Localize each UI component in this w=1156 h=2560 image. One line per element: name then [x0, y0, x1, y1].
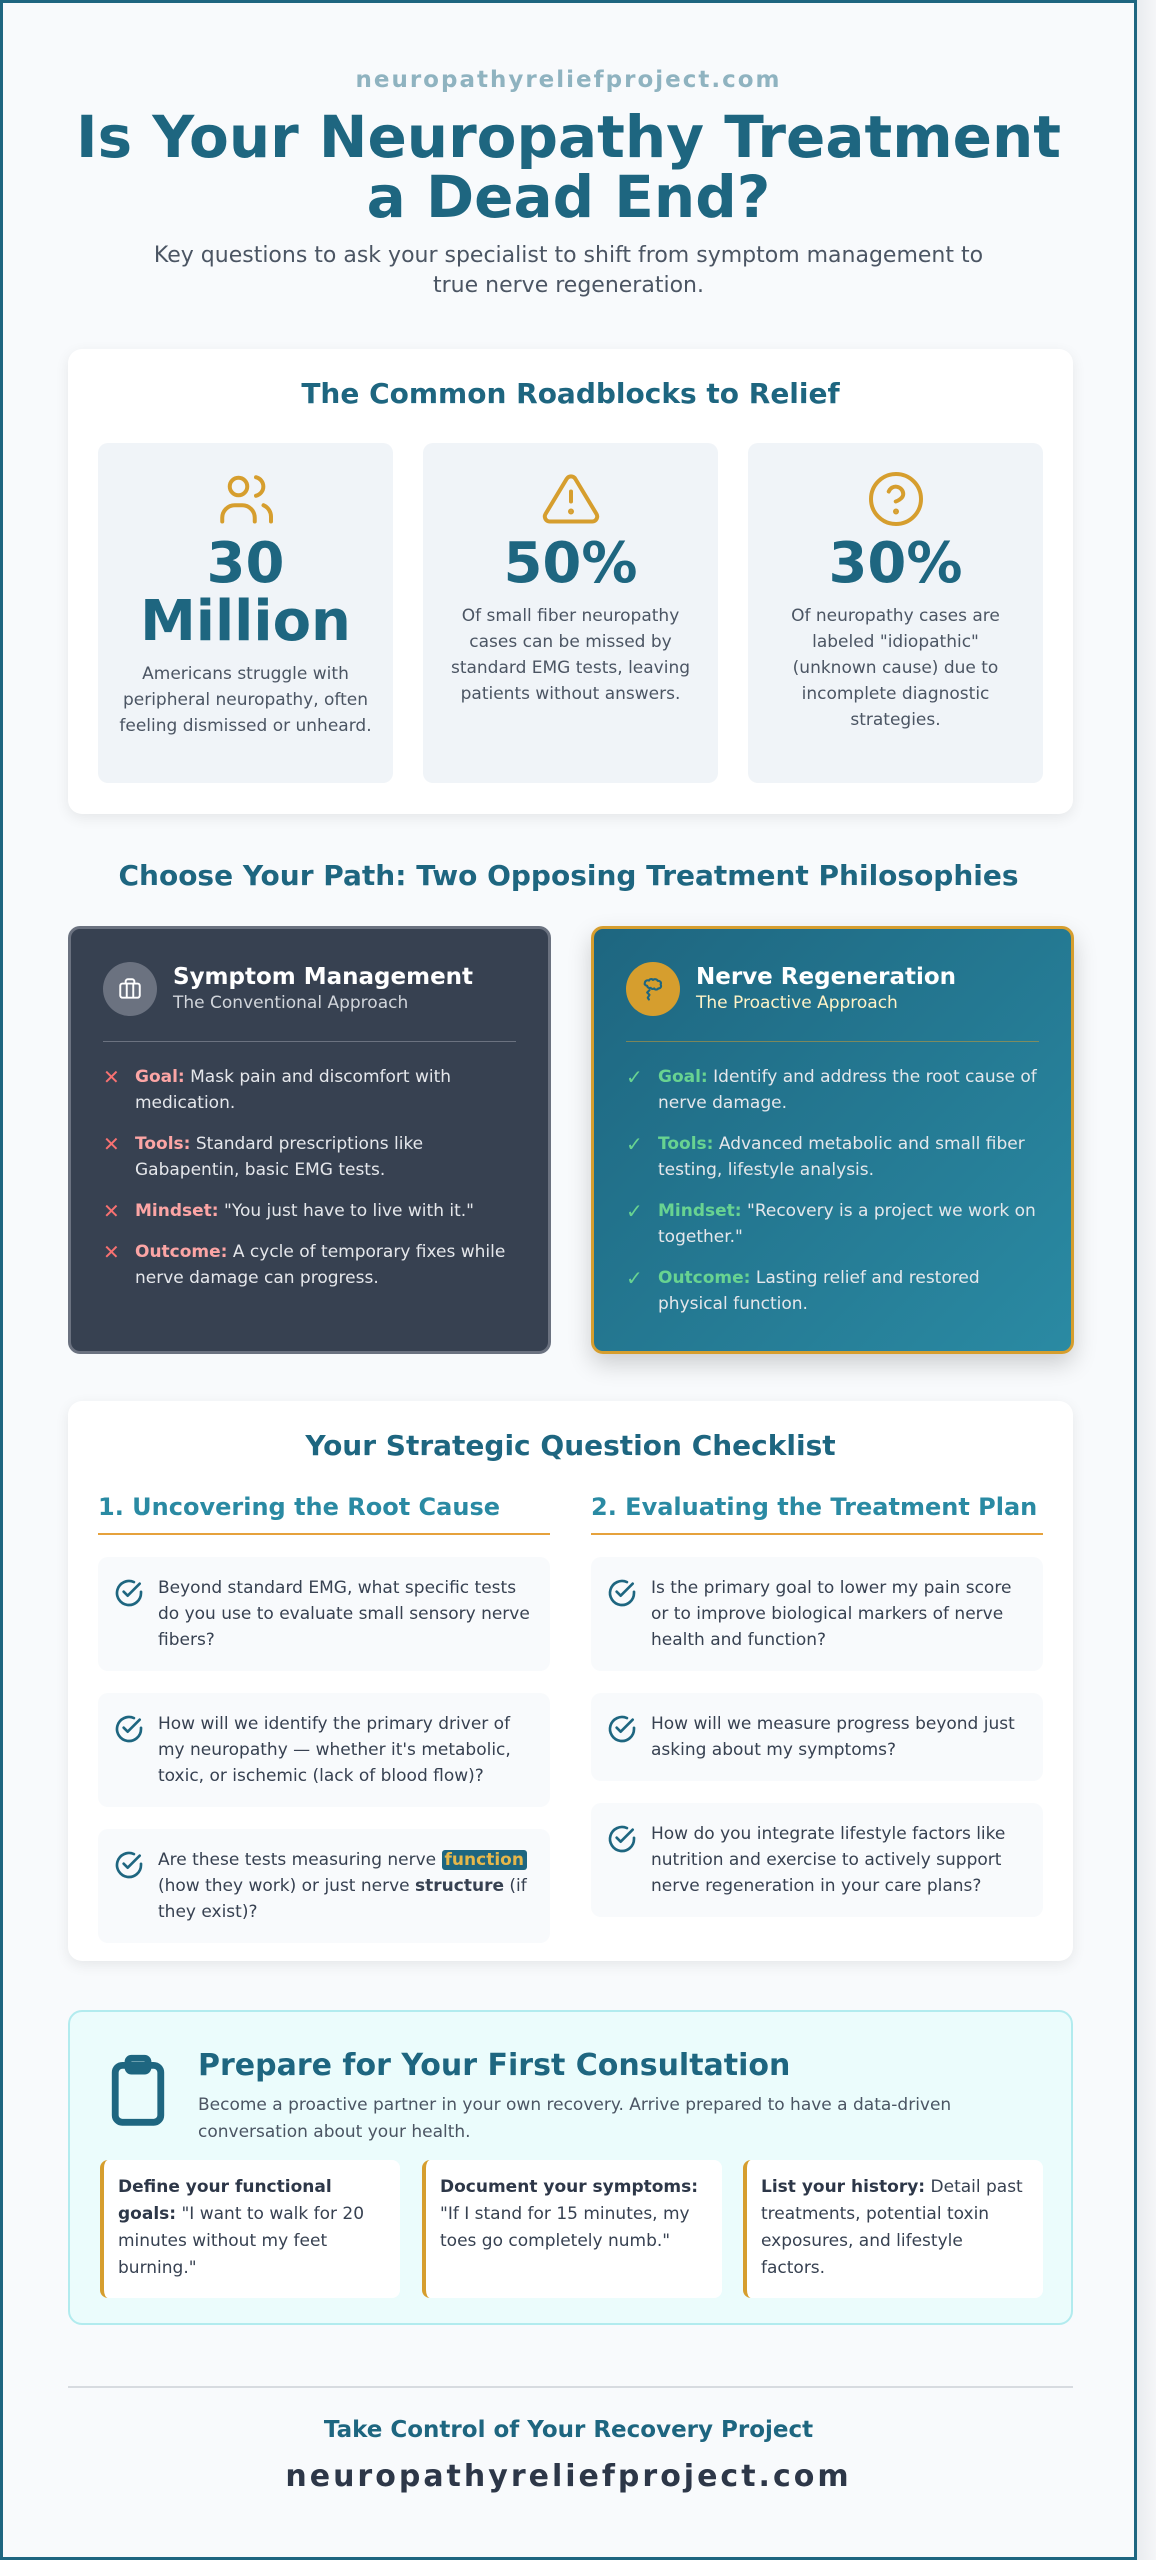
footer-divider — [68, 2386, 1073, 2388]
symptom-management-card — [68, 926, 551, 1354]
question-item: Beyond standard EMG, what specific tests do you use to evaluate small sensory nerve fibers? — [98, 1557, 550, 1671]
page-title — [3, 103, 1134, 231]
check-circle-icon — [606, 1713, 638, 1745]
card-subtitle: The Conventional Approach — [173, 993, 409, 1013]
footer-site-url[interactable]: neuropathyreliefproject.com — [285, 2459, 852, 2494]
list-item: ✓ Goal: Identify and address the root cause of nerve damage. — [626, 1064, 1039, 1116]
users-icon — [216, 469, 276, 529]
x-icon: ✕ — [103, 1240, 120, 1264]
x-icon: ✕ — [103, 1132, 120, 1156]
check-circle-icon — [113, 1713, 145, 1745]
stat-value: 30% — [828, 531, 963, 596]
stat-value: 30 Million — [140, 531, 351, 654]
stat-desc: Americans struggle with peripheral neuropathy, often feeling dismissed or unheard. — [119, 664, 372, 736]
question-item: Is the primary goal to lower my pain score or to improve biological markers of nerve health and function? — [591, 1557, 1043, 1671]
list-item: ✕ Goal: Mask pain and discomfort with medication. — [103, 1064, 516, 1116]
briefcase-icon — [103, 962, 157, 1016]
check-icon: ✓ — [626, 1132, 643, 1156]
highlight-function: function — [442, 1850, 527, 1870]
list-item: ✓ Outcome: Lasting relief and restored physical function. — [626, 1265, 1039, 1317]
consultation-desc: Become a proactive partner in your own recovery. Arrive prepared to have a data-driven conversation about your health. — [198, 2095, 952, 2142]
check-circle-icon — [606, 1823, 638, 1855]
check-icon: ✓ — [626, 1065, 643, 1089]
column-title: 2. Evaluating the Treatment Plan — [591, 1493, 1043, 1535]
tip-list-history: List your history: Detail past treatments, potential toxin exposures, and lifestyle factors. — [743, 2160, 1043, 2298]
list-item: ✓ Tools: Advanced metabolic and small fiber testing, lifestyle analysis. — [626, 1131, 1039, 1183]
title-line-2: a Dead End? — [366, 163, 771, 231]
divider — [103, 1041, 516, 1042]
checklist-column-root-cause — [98, 1493, 550, 1943]
checklist-column-treatment-plan — [591, 1493, 1043, 1917]
checklist-title: Your Strategic Question Checklist — [305, 1429, 836, 1462]
footer-cta: Take Control of Your Recovery Project — [323, 2417, 814, 2443]
stat-card-americans — [98, 443, 393, 783]
consultation-title: Prepare for Your First Consultation — [198, 2048, 791, 2083]
regen-list — [626, 1064, 1039, 1317]
roadblocks-card — [68, 349, 1073, 814]
check-icon: ✓ — [626, 1199, 643, 1223]
check-circle-icon — [113, 1849, 145, 1881]
stat-card-idiopathic — [748, 443, 1043, 783]
roadblocks-title: The Common Roadblocks to Relief — [301, 377, 840, 410]
title-line-1: Is Your Neuropathy Treatment — [76, 103, 1061, 171]
divider — [626, 1041, 1039, 1042]
column-title: 1. Uncovering the Root Cause — [98, 1493, 550, 1535]
consultation-prep-card — [68, 2010, 1073, 2325]
check-circle-icon — [606, 1577, 638, 1609]
list-item: ✓ Mindset: "Recovery is a project we work on together." — [626, 1198, 1039, 1250]
question-item: How will we measure progress beyond just asking about my symptoms? — [591, 1693, 1043, 1781]
x-icon: ✕ — [103, 1199, 120, 1223]
check-circle-icon — [113, 1577, 145, 1609]
list-item: ✕ Outcome: A cycle of temporary fixes while nerve damage can progress. — [103, 1239, 516, 1291]
stat-desc: Of neuropathy cases are labeled "idiopathic" (unknown cause) due to incomplete diagnostic strategies. — [791, 606, 1000, 730]
nerve-regeneration-card — [591, 926, 1074, 1354]
card-title: Nerve Regeneration — [696, 964, 957, 990]
brain-icon — [626, 962, 680, 1016]
clipboard-icon — [108, 2054, 168, 2128]
card-title: Symptom Management — [173, 964, 474, 990]
question-item: How will we identify the primary driver of my neuropathy — whether it's metabolic, toxic, or ischemic (lack of blood flow)? — [98, 1693, 550, 1807]
stat-desc: Of small fiber neuropathy cases can be missed by standard EMG tests, leaving patients without answers. — [450, 606, 691, 704]
paths-heading: Choose Your Path: Two Opposing Treatment Philosophies — [118, 859, 1019, 892]
page-subtitle: Key questions to ask your specialist to shift from symptom management to true nerve regeneration. — [153, 243, 984, 298]
x-icon: ✕ — [103, 1065, 120, 1089]
symptom-list — [103, 1064, 516, 1291]
stat-value: 50% — [503, 531, 638, 596]
tip-functional-goals: Define your functional goals: "I want to walk for 20 minutes without my feet burning." — [100, 2160, 400, 2298]
question-checklist-card — [68, 1401, 1073, 1961]
check-icon: ✓ — [626, 1266, 643, 1290]
card-subtitle: The Proactive Approach — [696, 993, 898, 1013]
site-url-header[interactable]: neuropathyreliefproject.com — [355, 67, 782, 93]
question-circle-icon — [866, 469, 926, 529]
tip-document-symptoms: Document your symptoms: "If I stand for 15 minutes, my toes go completely numb." — [422, 2160, 722, 2298]
page-gutter — [1137, 0, 1156, 2560]
question-item: Are these tests measuring nerve function (how they work) or just nerve structure (if they exist)? — [98, 1829, 550, 1943]
list-item: ✕ Mindset: "You just have to live with it." — [103, 1199, 474, 1223]
list-item: ✕ Tools: Standard prescriptions like Gabapentin, basic EMG tests. — [103, 1131, 516, 1183]
warning-triangle-icon — [541, 469, 601, 529]
question-item: How do you integrate lifestyle factors like nutrition and exercise to actively support nerve regeneration in your care plans? — [591, 1803, 1043, 1917]
stat-card-small-fiber — [423, 443, 718, 783]
